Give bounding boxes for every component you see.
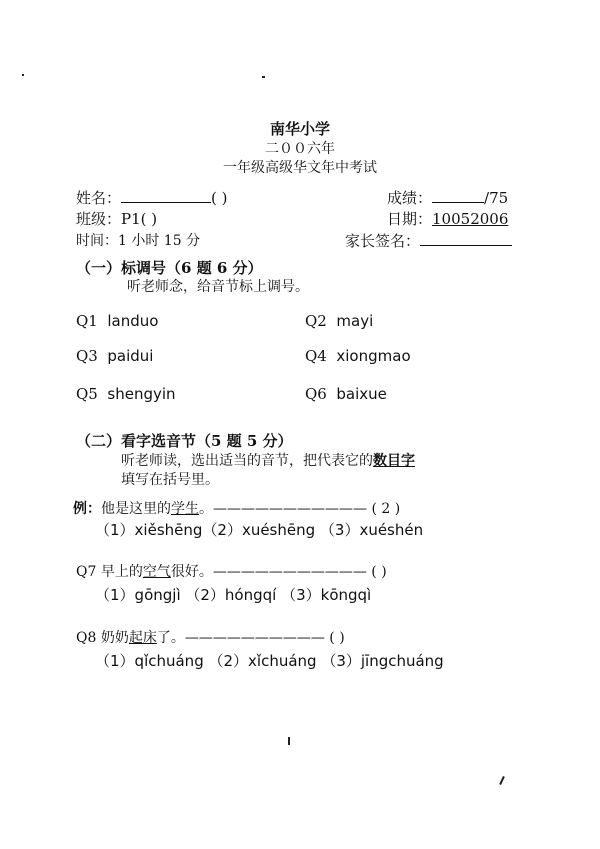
time-row: [76, 230, 200, 250]
name-blank[interactable]: [121, 188, 211, 203]
parent-signature-label: 家长签名：: [345, 232, 421, 250]
question-q6: [305, 385, 387, 403]
section1-instruction: 听老师念，给音节标上调号。: [127, 279, 309, 295]
section2-instruction-text: 听老师读，选出适当的音节，把代表它的: [121, 453, 373, 469]
example-question: [73, 498, 400, 518]
name-label: 姓名：: [76, 189, 122, 207]
class-value: P1( ): [121, 210, 158, 228]
scan-speck: [499, 776, 505, 785]
parent-signature-blank[interactable]: [420, 231, 512, 246]
time-value: 1 小时 15 分: [118, 233, 201, 249]
question-pinyin: xiongmao: [336, 347, 411, 365]
question-pinyin: mayi: [336, 312, 374, 330]
score-row: [387, 187, 508, 208]
section2-instruction-emphasis: 数目字: [373, 453, 415, 469]
q7-sentence-end: 很好。——————————— ( ): [170, 564, 387, 580]
school-name: 南华小学: [269, 120, 330, 138]
question-pinyin: baixue: [336, 385, 387, 403]
question-pinyin: shengyin: [107, 385, 176, 403]
question-pinyin: landuo: [107, 312, 159, 330]
example-options: （1）xiěshēng（2）xuéshēng （3）xuéshén: [95, 521, 424, 539]
example-sentence-start: 他是这里的: [101, 501, 171, 517]
question-q1: [76, 312, 158, 330]
question-number: Q7: [76, 564, 97, 580]
question-number: Q3: [76, 347, 98, 365]
score-blank[interactable]: [432, 188, 484, 203]
section2-instruction: [121, 450, 415, 470]
date-row: [387, 208, 508, 229]
exam-title: 一年级高级华文年中考试: [223, 160, 377, 176]
question-number: Q1: [76, 312, 98, 330]
scan-speck: [22, 74, 24, 76]
question-q3: [76, 347, 153, 365]
class-row: [76, 208, 157, 229]
date-label: 日期：: [387, 210, 433, 228]
question-q8: [76, 627, 345, 647]
q7-target-word: 空气: [142, 564, 171, 580]
time-label: 时间：: [76, 233, 118, 249]
question-pinyin: paidui: [107, 347, 154, 365]
example-target-word: 学生: [171, 501, 199, 517]
question-q4: [305, 347, 411, 365]
question-number: Q4: [305, 347, 327, 365]
section1-title: （一）标调号（6 题 6 分）: [76, 259, 263, 277]
score-label: 成绩：: [387, 189, 433, 207]
q7-options: （1）gōngjì （2）hóngqí （3）kōngqì: [95, 586, 372, 604]
section2-title: （二）看字选音节（5 题 5 分）: [76, 432, 293, 450]
parent-signature-row: [345, 230, 512, 251]
question-number: Q5: [76, 385, 98, 403]
exam-year: 二００六年: [265, 141, 335, 157]
q8-sentence-start: 奶奶: [100, 630, 129, 646]
example-label: 例：: [73, 501, 101, 517]
question-q2: [305, 312, 373, 330]
scan-speck: [288, 737, 290, 745]
q8-options: （1）qǐchuáng （2）xǐchuáng （3）jīngchuáng: [95, 652, 444, 670]
question-q5: [76, 385, 176, 403]
example-sentence-end: 。——————————— ( 2 ): [199, 501, 401, 517]
question-number: Q8: [76, 630, 97, 646]
q7-sentence-start: 早上的: [100, 564, 143, 580]
date-value: 10052006: [432, 210, 509, 228]
question-number: Q2: [305, 312, 327, 330]
q8-sentence-end: 了。—————————— ( ): [156, 630, 345, 646]
question-q7: [76, 561, 387, 581]
name-paren: ( ): [211, 189, 228, 207]
question-number: Q6: [305, 385, 327, 403]
name-row: [76, 187, 228, 208]
q8-target-word: 起床: [128, 630, 157, 646]
class-label: 班级：: [76, 210, 122, 228]
score-total: /75: [484, 189, 509, 207]
section2-instruction-line2: 填写在括号里。: [121, 472, 219, 488]
scan-speck: [262, 76, 265, 78]
